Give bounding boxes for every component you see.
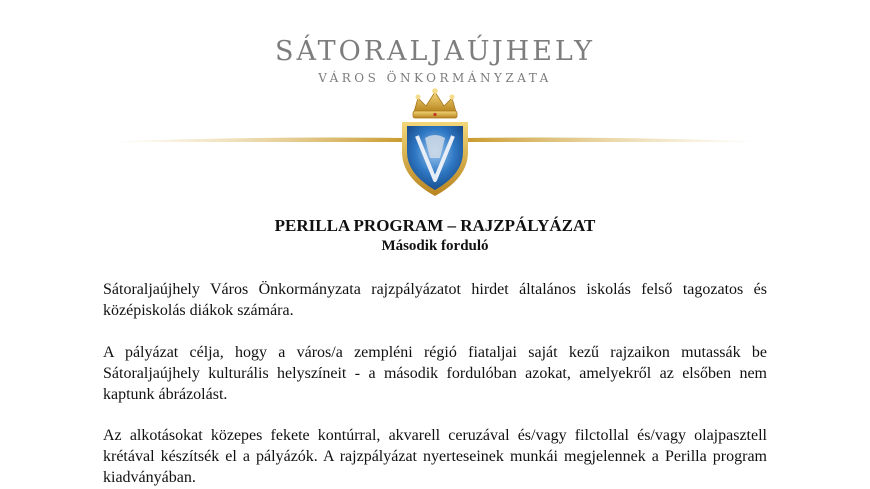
- gold-swoosh-right: [465, 138, 770, 143]
- document-subtitle: Második forduló: [381, 238, 489, 254]
- crowned-shield-coat-of-arms-icon: [0, 86, 870, 202]
- paragraph-goal: A pályázat célja, hogy a város/a zempléni régió fiataljai saját kezű rajzaikon mutassák be Sátoraljaújhely kulturális helyszíneit - a második fordulóban azokat, amelyekről az elsőben nem kaptunk ábrázolást.: [103, 344, 767, 403]
- paragraph-technique: Az alkotásokat közepes fekete kontúrral, akvarell ceruzával és/vagy filctollal és/vagy olajpasztell krétával készítsék el a pályázók. A rajzpályázat nyerteseinek munkái megjelennek a Perilla program kiadványában.: [103, 427, 767, 486]
- crown-icon: [413, 88, 457, 118]
- paragraph-intro: Sátoraljaújhely Város Önkormányzata rajzpályázatot hirdet általános iskolás felső tagozatos és középiskolás diákok számára.: [103, 281, 767, 319]
- shield-icon: [402, 122, 468, 196]
- org-subtitle: VÁROS ÖNKORMÁNYZATA: [318, 71, 552, 85]
- gold-swoosh-left: [100, 138, 405, 143]
- org-name: SÁTORALJAÚJHELY: [275, 36, 595, 67]
- emblem: [0, 86, 870, 202]
- document-title: PERILLA PROGRAM – RAJZPÁLYÁZAT: [274, 216, 596, 235]
